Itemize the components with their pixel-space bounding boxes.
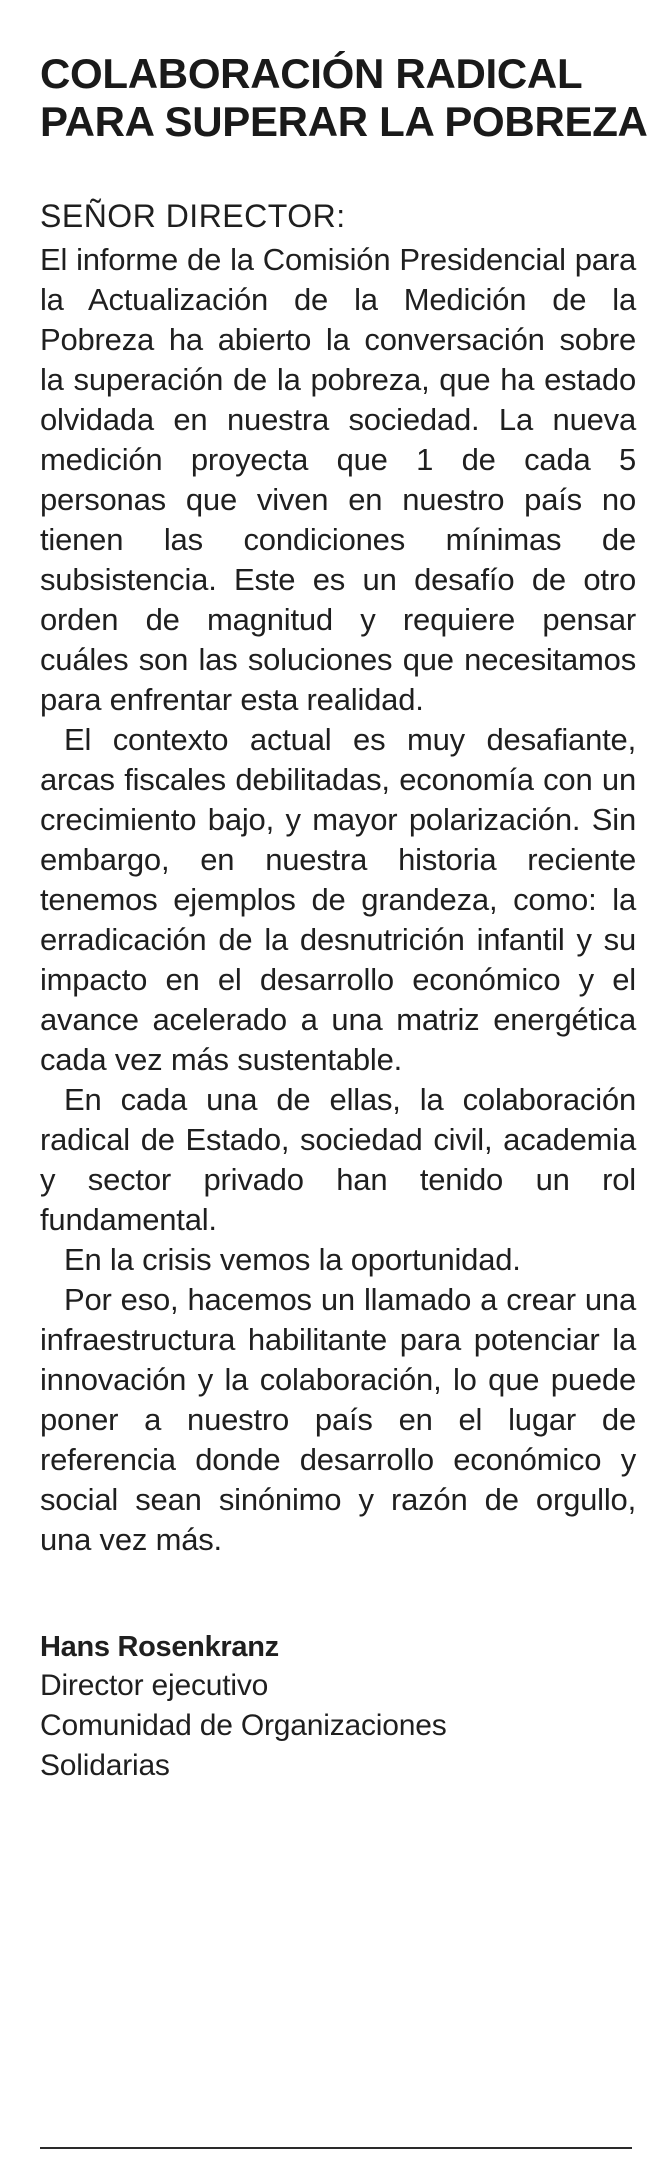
- paragraph-1: El informe de la Comisión Presidencial para la Actualización de la Medición de la Pobreza ha abierto la conversación sobre la superación de la pobreza, que ha estado olvidada en nuestra sociedad. La nueva medición proyecta que 1 de cada 5 personas que viven en nuestro país no tienen las condiciones mínimas de subsistencia. Este es un desafío de otro orden de magnitud y requiere pensar cuáles son las soluciones que necesitamos para enfrentar esta realidad.: [40, 242, 636, 717]
- headline-line-1: COLABORACIÓN RADICAL: [40, 50, 583, 97]
- signer-organization-line-1: Comunidad de Organizaciones: [40, 1709, 447, 1742]
- signer-name: Hans Rosenkranz: [40, 1631, 279, 1663]
- paragraph-4: En la crisis vemos la oportunidad.: [64, 1242, 521, 1277]
- headline: [40, 50, 648, 146]
- letter-to-editor: [40, 50, 648, 1786]
- signature-block: [40, 1628, 636, 1786]
- signer-title: Director ejecutivo: [40, 1669, 269, 1702]
- letter-body: [40, 240, 636, 1560]
- signer-organization-line-2: Solidarias: [40, 1749, 170, 1782]
- headline-line-2: PARA SUPERAR LA POBREZA: [40, 98, 648, 145]
- paragraph-2: El contexto actual es muy desafiante, arcas fiscales debilitadas, economía con un crecimiento bajo, y mayor polarización. Sin embargo, en nuestra historia reciente tenemos ejemplos de grandeza, como: la erradicación de la desnutrición infantil y su impacto en el desarrollo económico y el avance acelerado a una matriz energética cada vez más sustentable.: [40, 722, 636, 1077]
- bottom-divider: [40, 2147, 632, 2149]
- paragraph-3: En cada una de ellas, la colaboración radical de Estado, sociedad civil, academia y sector privado han tenido un rol fundamental.: [40, 1082, 636, 1237]
- salutation: SEÑOR DIRECTOR:: [40, 198, 346, 234]
- paragraph-5: Por eso, hacemos un llamado a crear una infraestructura habilitante para potenciar la innovación y la colaboración, lo que puede poner a nuestro país en el lugar de referencia donde desarrollo económico y social sean sinónimo y razón de orgullo, una vez más.: [40, 1282, 636, 1557]
